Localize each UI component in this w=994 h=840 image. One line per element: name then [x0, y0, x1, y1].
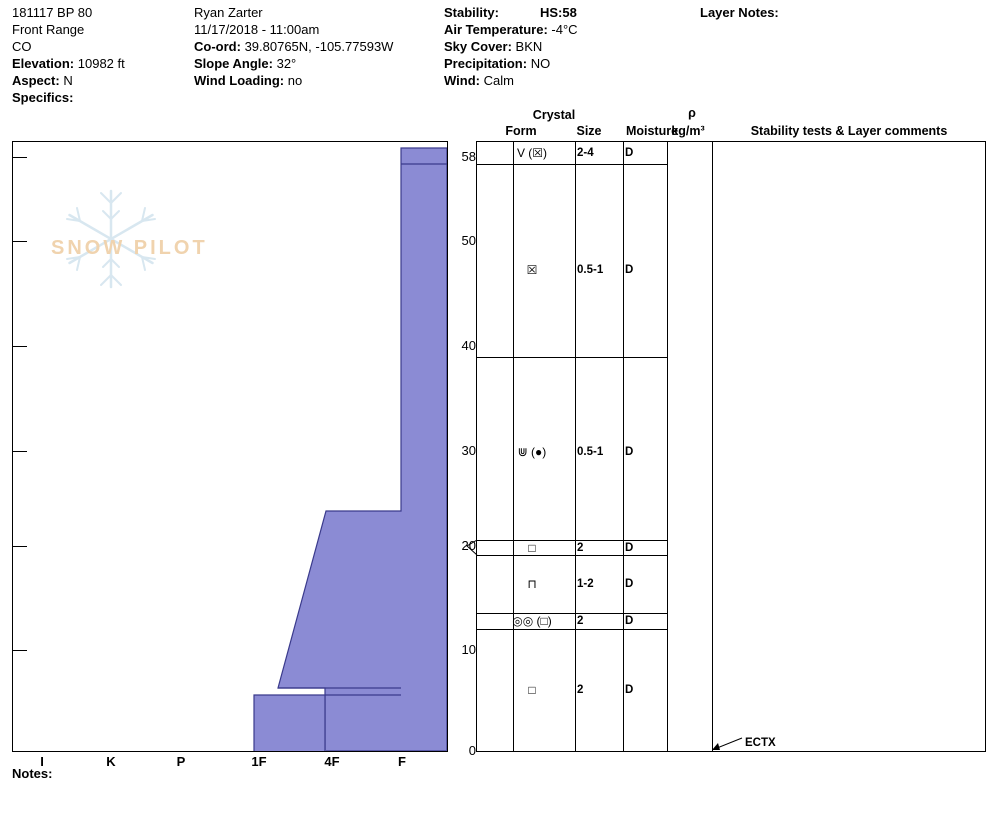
- depth-tick-label: 30: [461, 443, 476, 458]
- depth-tick-label: 0: [468, 743, 476, 758]
- moisture-cell: D: [625, 578, 634, 590]
- grain-form-cell: V (☒): [516, 146, 548, 160]
- hardness-tick-label: I: [40, 754, 44, 769]
- hardness-profile-chart: [12, 141, 448, 752]
- column-header-size: Size: [576, 124, 602, 138]
- grain-form-cell: ◎◎ (□): [512, 614, 552, 628]
- hardness-fill-polygon: [13, 142, 447, 751]
- table-row[interactable]: [477, 613, 667, 629]
- table-row[interactable]: [477, 540, 667, 555]
- hardness-tick-label: K: [106, 754, 116, 769]
- header-slope-angle: Slope Angle: 32°: [194, 56, 297, 71]
- table-row[interactable]: [477, 555, 667, 613]
- hardness-tick-label: 1F: [251, 754, 267, 769]
- layer-table-header: [476, 108, 986, 141]
- grain-size-cell: 2: [577, 542, 584, 554]
- header-column-location: [12, 4, 187, 106]
- grain-size-cell: 2: [577, 684, 584, 696]
- grain-form-cell: ⊓: [527, 577, 537, 591]
- grain-size-cell: 2: [577, 615, 584, 627]
- depth-gridline: [13, 751, 27, 752]
- column-header-crystal: Crystal: [532, 108, 576, 122]
- depth-tick-label: 58: [461, 149, 476, 164]
- moisture-cell: D: [625, 615, 634, 627]
- column-header-moisture: Moisture: [625, 124, 679, 138]
- column-header-rho: ρ: [688, 106, 696, 120]
- header-wind: Wind: Calm: [444, 73, 514, 88]
- header-state: CO: [12, 39, 32, 54]
- column-header-form: Form: [505, 124, 537, 138]
- moisture-cell: D: [625, 684, 634, 696]
- hardness-tick-label: F: [398, 754, 406, 769]
- table-row[interactable]: [477, 357, 667, 540]
- header-column-layer-notes: [700, 4, 980, 21]
- grain-size-cell: 0.5-1: [577, 446, 604, 458]
- table-row[interactable]: [477, 142, 667, 164]
- column-header-stability-tests: Stability tests & Layer comments: [750, 124, 948, 138]
- column-header-density-units: kg/m³: [671, 124, 705, 138]
- grain-size-cell: 0.5-1: [577, 264, 604, 276]
- table-row[interactable]: [477, 164, 667, 357]
- header-sky-cover: Sky Cover: BKN: [444, 39, 543, 54]
- moisture-cell: D: [625, 147, 634, 159]
- header-observer: Ryan Zarter: [194, 5, 263, 20]
- header-pit-id: 181117 BP 80: [12, 5, 93, 20]
- header-total-snow-height: HS:58: [540, 5, 577, 20]
- depth-gridline: [433, 751, 447, 752]
- header-air-temperature: Air Temperature: -4°C: [444, 22, 578, 37]
- header-region: Front Range: [12, 22, 85, 37]
- header-specifics: Specifics:: [12, 90, 74, 105]
- moisture-cell: D: [625, 264, 634, 276]
- profile-header: [0, 0, 994, 118]
- header-datetime: 11/17/2018 - 11:00am: [194, 22, 320, 37]
- stability-test-label: ECTX: [745, 737, 776, 749]
- grain-size-cell: 2-4: [577, 147, 594, 159]
- layer-table: [476, 141, 986, 752]
- table-row[interactable]: [477, 629, 667, 751]
- grain-size-cell: 1-2: [577, 578, 594, 590]
- watermark-text: SNOW PILOT: [51, 237, 208, 259]
- header-stability: Stability:: [444, 5, 499, 20]
- depth-tick-label: 50: [461, 233, 476, 248]
- grain-form-cell: □: [528, 541, 536, 555]
- depth-tick-label: 40: [461, 338, 476, 353]
- grain-form-cell: □: [528, 683, 536, 697]
- header-layer-notes: Layer Notes:: [700, 5, 779, 20]
- grain-form-cell: ⋓ (●): [517, 445, 547, 459]
- table-divider: [712, 142, 713, 751]
- depth-tick-label: 10: [461, 642, 476, 657]
- hardness-tick-label: 4F: [324, 754, 340, 769]
- depth-tick-label: 20: [461, 538, 476, 553]
- header-wind-loading: Wind Loading: no: [194, 73, 303, 88]
- header-column-hs: [540, 4, 660, 21]
- grain-form-cell: ☒: [526, 263, 538, 277]
- table-divider: [667, 142, 668, 751]
- hardness-tick-label: P: [176, 754, 186, 769]
- header-column-observer: [194, 4, 439, 89]
- hardness-axis: [12, 754, 448, 774]
- header-elevation: Elevation: 10982 ft: [12, 56, 125, 71]
- header-precipitation: Precipitation: NO: [444, 56, 551, 71]
- header-aspect: Aspect: N: [12, 73, 73, 88]
- moisture-cell: D: [625, 542, 634, 554]
- header-coordinates: Co-ord: 39.80765N, -105.77593W: [194, 39, 394, 54]
- moisture-cell: D: [625, 446, 634, 458]
- notes-label: Notes:: [12, 766, 53, 781]
